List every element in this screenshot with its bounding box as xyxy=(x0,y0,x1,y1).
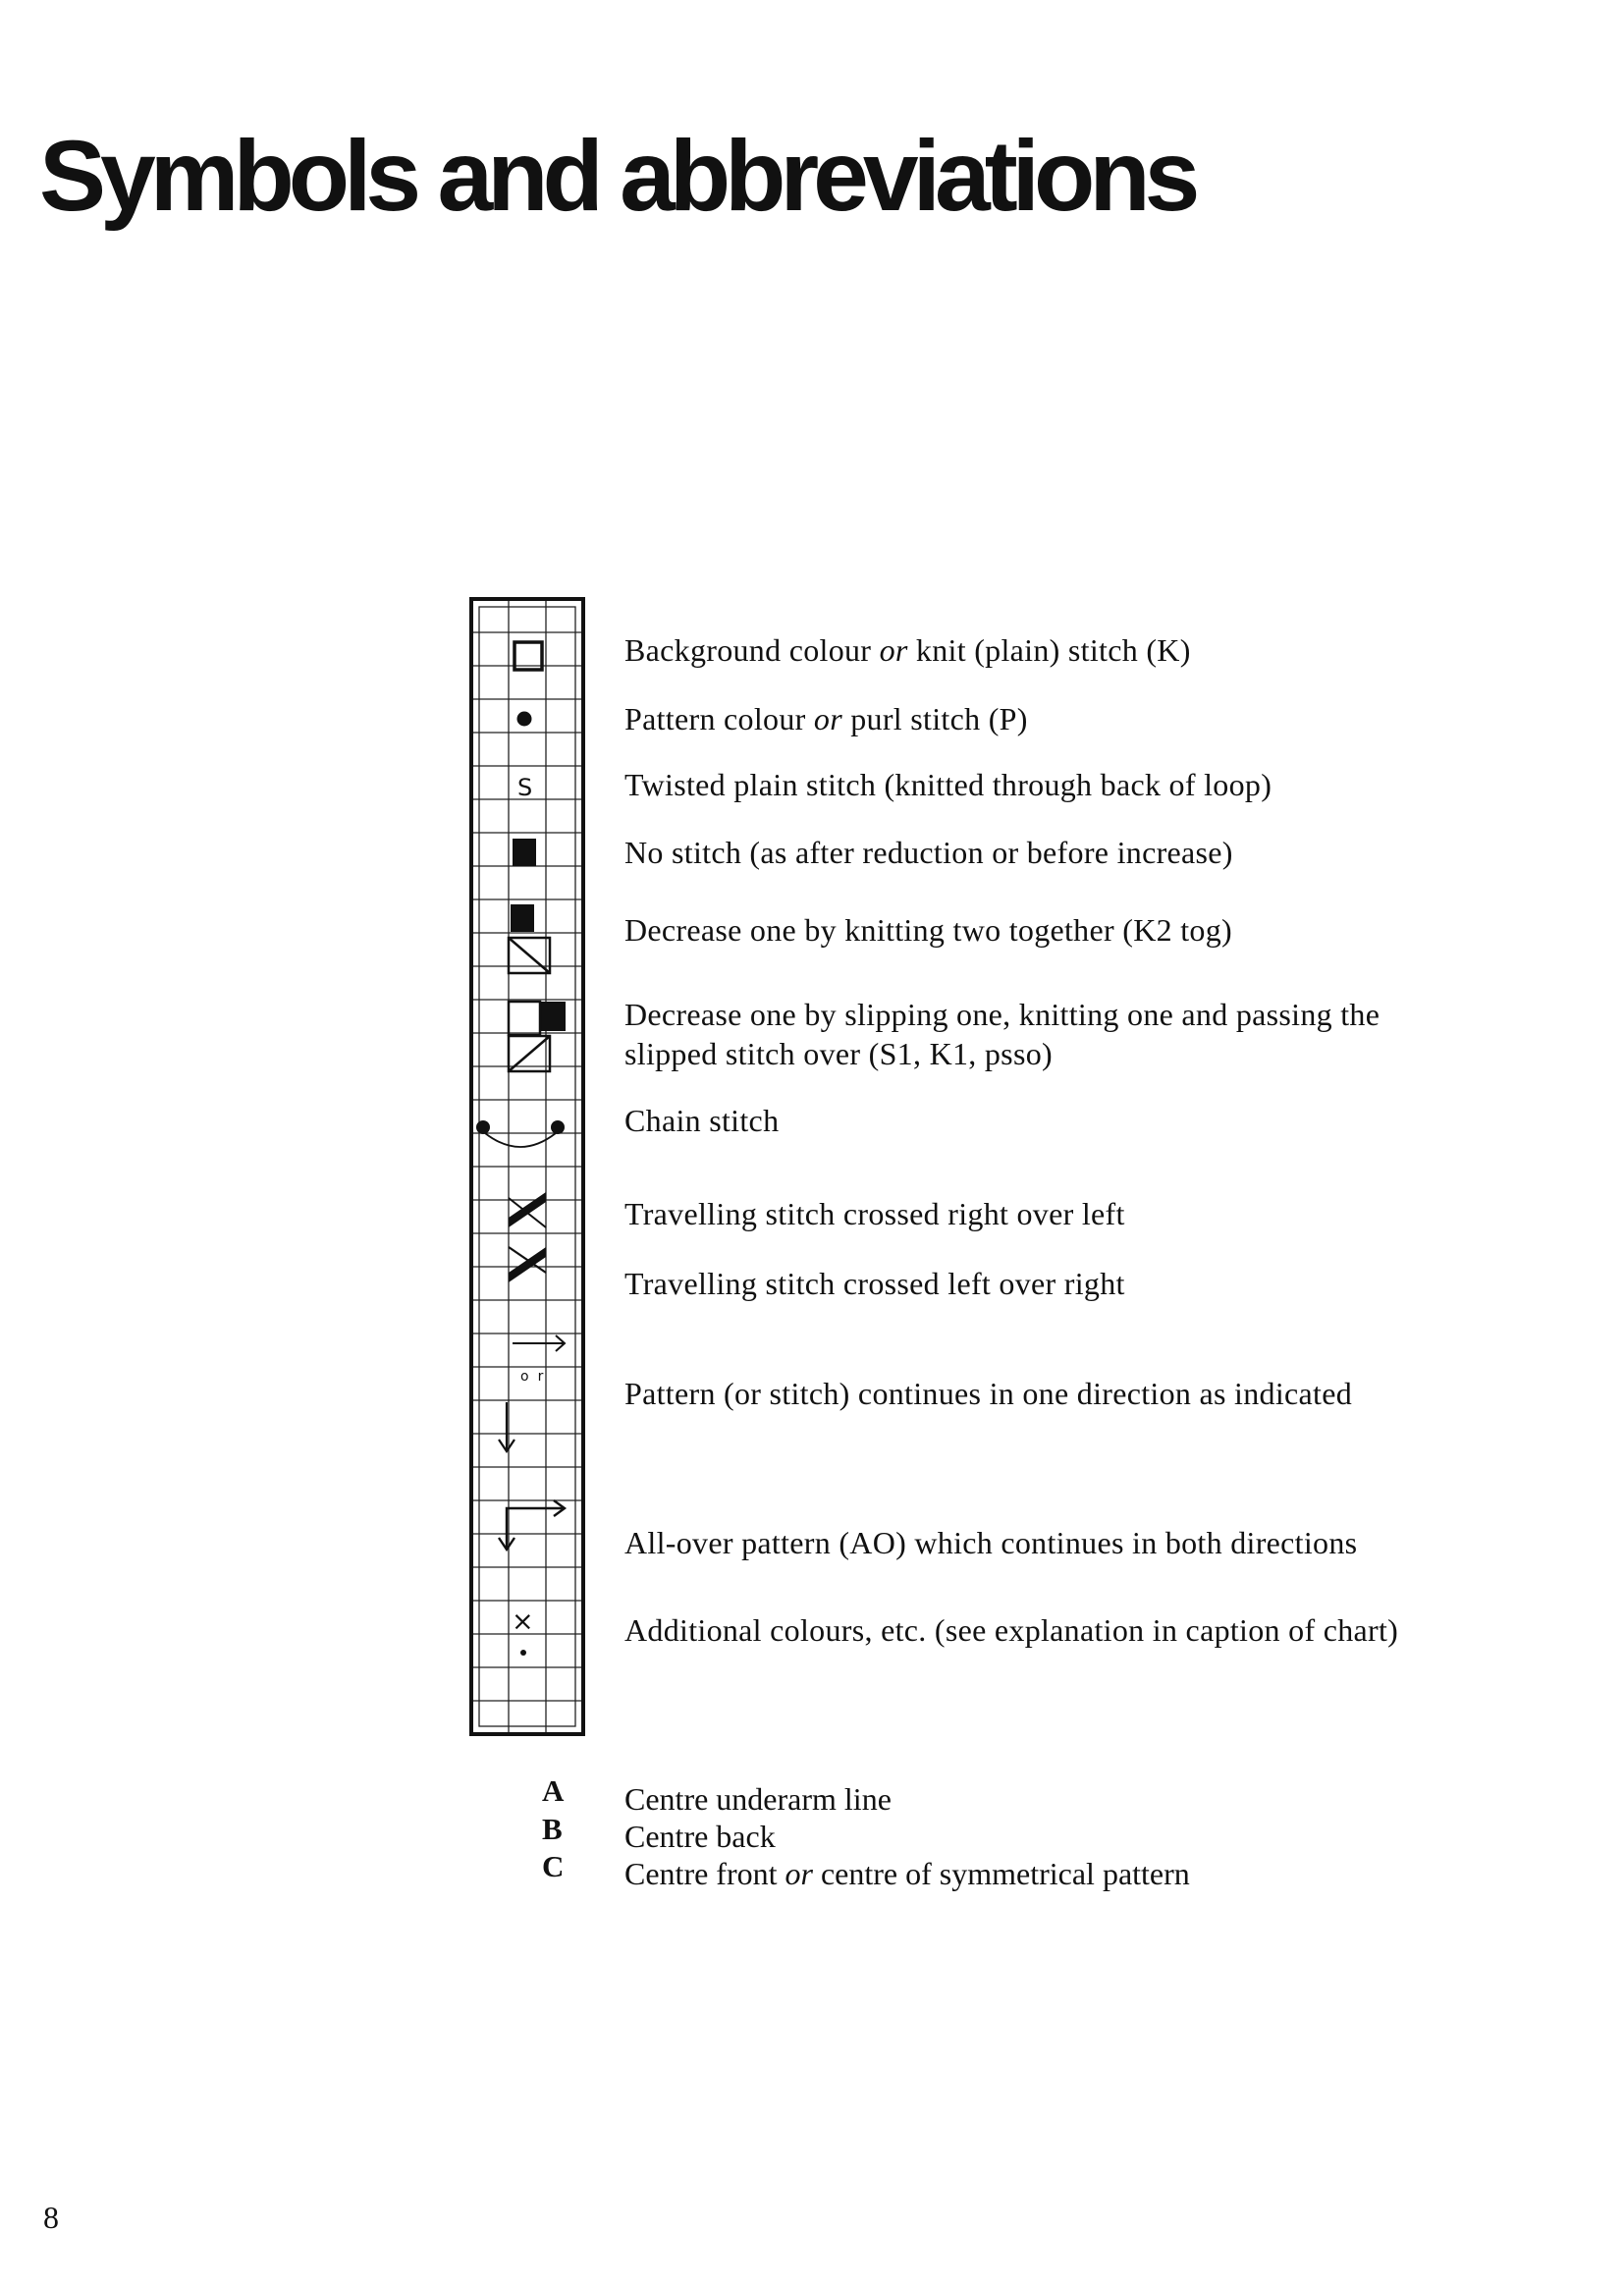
k2tog-icon xyxy=(509,904,550,973)
legend-k2tog xyxy=(624,910,1232,950)
reference-letter-c: C xyxy=(542,1849,565,1883)
reference-text-c xyxy=(624,1855,1190,1892)
legend-all-over-pattern xyxy=(624,1523,1357,1562)
svg-text:or: or xyxy=(520,1369,553,1385)
legend-psso-line-2 xyxy=(624,1034,1053,1073)
text-run: slipped stitch over (S1, K1, psso) xyxy=(624,1036,1053,1071)
filled-dot-icon xyxy=(517,712,532,727)
legend-psso-line-1 xyxy=(624,995,1380,1034)
legend-chain-stitch xyxy=(624,1101,779,1140)
reference-letter-b: B xyxy=(542,1812,563,1846)
svg-text:×: × xyxy=(512,1606,534,1637)
page-title: Symbols and abbreviations xyxy=(39,120,1195,232)
text-run: Decrease one by knitting two together (K2 tog) xyxy=(624,912,1232,948)
text-run: Decrease one by slipping one, knitting one and passing the xyxy=(624,997,1380,1032)
cross-left-over-right-icon xyxy=(509,1247,546,1282)
text-run: centre of symmetrical pattern xyxy=(812,1856,1190,1891)
text-run: Pattern (or stitch) continues in one direction as indicated xyxy=(624,1376,1353,1411)
reference-text-b: Centre back xyxy=(624,1819,776,1854)
letter-s-icon xyxy=(517,774,532,801)
svg-text:S: S xyxy=(517,774,533,801)
legend-no-stitch xyxy=(624,833,1233,872)
italic-run: or xyxy=(813,701,842,736)
filled-square-icon xyxy=(513,839,536,866)
symbol-chart-grid xyxy=(469,597,585,1736)
additional-colours-icon xyxy=(512,1606,534,1656)
italic-run: or xyxy=(785,1856,813,1891)
text-run: All-over pattern (AO) which continues in both directions xyxy=(624,1525,1358,1560)
text-run: Additional colours, etc. (see explanation in caption of chart) xyxy=(624,1612,1399,1648)
legend-direction xyxy=(624,1374,1352,1413)
text-run: Background colour xyxy=(624,632,880,668)
legend-cross-left-over-right xyxy=(624,1264,1125,1303)
text-run: Chain stitch xyxy=(624,1103,780,1138)
italic-run: or xyxy=(879,632,908,668)
text-run: No stitch (as after reduction or before increase) xyxy=(624,835,1233,870)
page-number: 8 xyxy=(43,2200,59,2235)
reference-text-a: Centre underarm line xyxy=(624,1781,892,1817)
cross-right-over-left-icon xyxy=(509,1192,546,1227)
legend-background-colour xyxy=(624,630,1191,670)
legend-pattern-colour xyxy=(624,699,1028,738)
text-run: Pattern colour xyxy=(624,701,814,736)
psso-icon xyxy=(509,1002,566,1071)
reference-letter-a: A xyxy=(542,1773,565,1808)
text-run: knit (plain) stitch (K) xyxy=(907,632,1191,668)
legend-additional-colours xyxy=(624,1610,1398,1650)
text-run: Centre front xyxy=(624,1856,785,1891)
text-run: Travelling stitch crossed left over right xyxy=(624,1266,1125,1301)
legend-twisted-plain-stitch xyxy=(624,765,1272,804)
text-run: Travelling stitch crossed right over left xyxy=(624,1196,1125,1231)
legend-cross-right-over-left xyxy=(624,1194,1125,1233)
text-run: purl stitch (P) xyxy=(841,701,1028,736)
text-run: Twisted plain stitch (knitted through back of loop) xyxy=(624,767,1272,802)
